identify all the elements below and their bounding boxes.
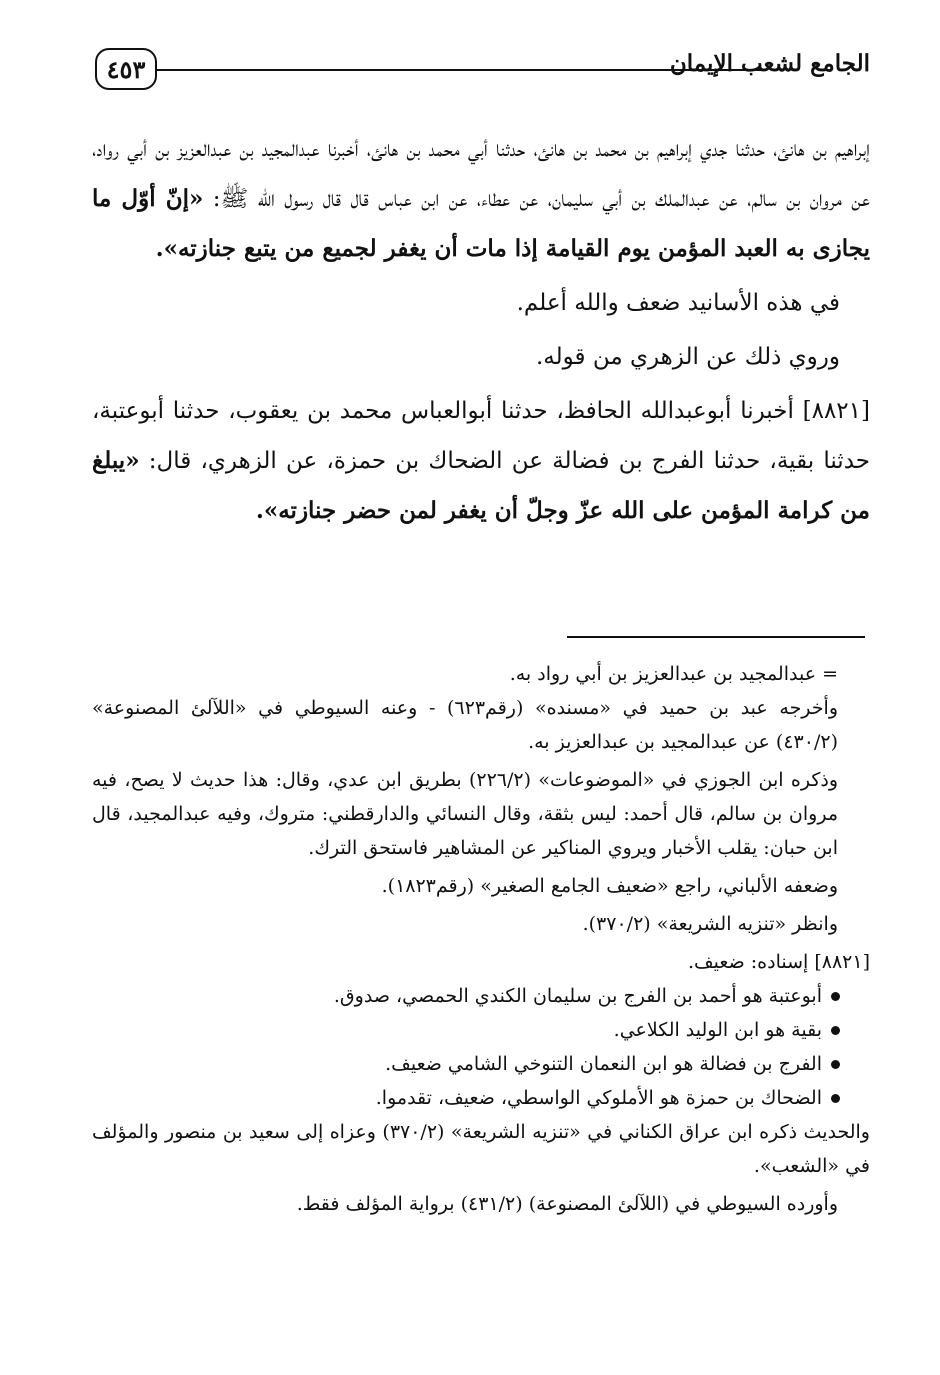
isnad-text: إبراهيم بن هانئ، حدثنا جدي إبراهيم بن محمد بن هانئ، حدثنا أبي محمد بن هانئ، أخبرنا عبدالمجيد بن عبدالعزيز بن أبي رواد، عن مروان بن سالم، عن عبدالملك بن أبي سليمان، عن عطاء، عن ابن عباس قال قال رسول الله ﷺ: [92,136,870,212]
list-item-text: أبوعتبة هو أحمد بن الفرج بن سليمان الكندي الحمصي، صدوق. [333,985,822,1007]
list-item [92,1047,840,1081]
footnote-line: والحديث ذكره ابن عراق الكناني في «تنزيه الشريعة» (٣٧٠/٢) وعزاه إلى سعيد بن منصور والمؤلف في «الشعب». [92,1121,870,1177]
bullet-icon [831,1026,840,1035]
bullet-icon [831,1060,840,1069]
author-note-2: وروي ذلك عن الزهري من قوله. [535,344,840,370]
main-text [92,124,870,536]
footnotes [92,657,870,1221]
list-item [92,979,840,1013]
hadith-matn: «يبلغ من كرامة المؤمن على الله عزّ وجلّ أن يغفر لمن حضر جنازته». [92,447,870,524]
hadith-paragraph-1 [92,124,870,274]
narrator-list [92,979,870,1115]
list-item-text: الضحاك بن حمزة هو الأملوكي الواسطي، ضعيف، تقدموا. [375,1087,822,1109]
page-number: ٤٥٣ [95,48,157,90]
footnote-line: [٨٨٢١] إسناده: ضعيف. [687,951,870,973]
book-title: الجامع لشعب الإيمان [669,50,870,77]
isnad-text: [٨٨٢١] أخبرنا أبوعبدالله الحافظ، حدثنا أبوالعباس محمد بن يعقوب، حدثنا أبوعتبة، حدثنا بقية، حدثنا الفرج بن فضالة عن الضحاك بن حمزة، عن الزهري، قال: [92,398,870,474]
bullet-icon [831,992,840,1001]
footnote-divider [567,636,865,638]
hadith-paragraph-2 [92,386,870,536]
list-item-text: بقية هو ابن الوليد الكلاعي. [613,1019,822,1041]
footnote-line: وذكره ابن الجوزي في «الموضوعات» (٢٢٦/٢) بطريق ابن عدي، وقال: هذا حديث لا يصح، فيه مروان بن سالم، قال أحمد: ليس بثقة، وقال النسائي والدارقطني: متروك، وفيه عبدالمجيد، قال ابن حبان: يقلب الأخبار ويروي المناكير عن المشاهير فاستحق الترك. [92,769,838,859]
footnote-line: وأخرجه عبد بن حميد في «مسنده» (رقم٦٢٣) - وعنه السيوطي في «اللآلئ المصنوعة» (٤٣٠/٢) عن عبدالمجيد بن عبدالعزيز به. [92,697,838,753]
bullet-icon [831,1094,840,1103]
page-header [95,40,870,100]
author-note-1: في هذه الأسانيد ضعف والله أعلم. [516,290,840,316]
list-item [92,1013,840,1047]
list-item [92,1081,840,1115]
list-item-text: الفرج بن فضالة هو ابن النعمان التنوخي الشامي ضعيف. [385,1053,822,1075]
footnote-line: وانظر «تنزيه الشريعة» (٣٧٠/٢). [582,913,838,935]
footnote-line: وأورده السيوطي في (اللآلئ المصنوعة) (٤٣١/٢) برواية المؤلف فقط. [296,1193,838,1215]
hadith-matn: «إنّ أوّل ما يجازى به العبد المؤمن يوم القيامة إذا مات أن يغفر لجميع من يتبع جنازته». [92,185,870,262]
footnote-line: = عبدالمجيد بن عبدالعزيز بن أبي رواد به. [509,663,838,685]
footnote-line: وضعفه الألباني، راجع «ضعيف الجامع الصغير» (رقم١٨٢٣). [381,875,838,897]
